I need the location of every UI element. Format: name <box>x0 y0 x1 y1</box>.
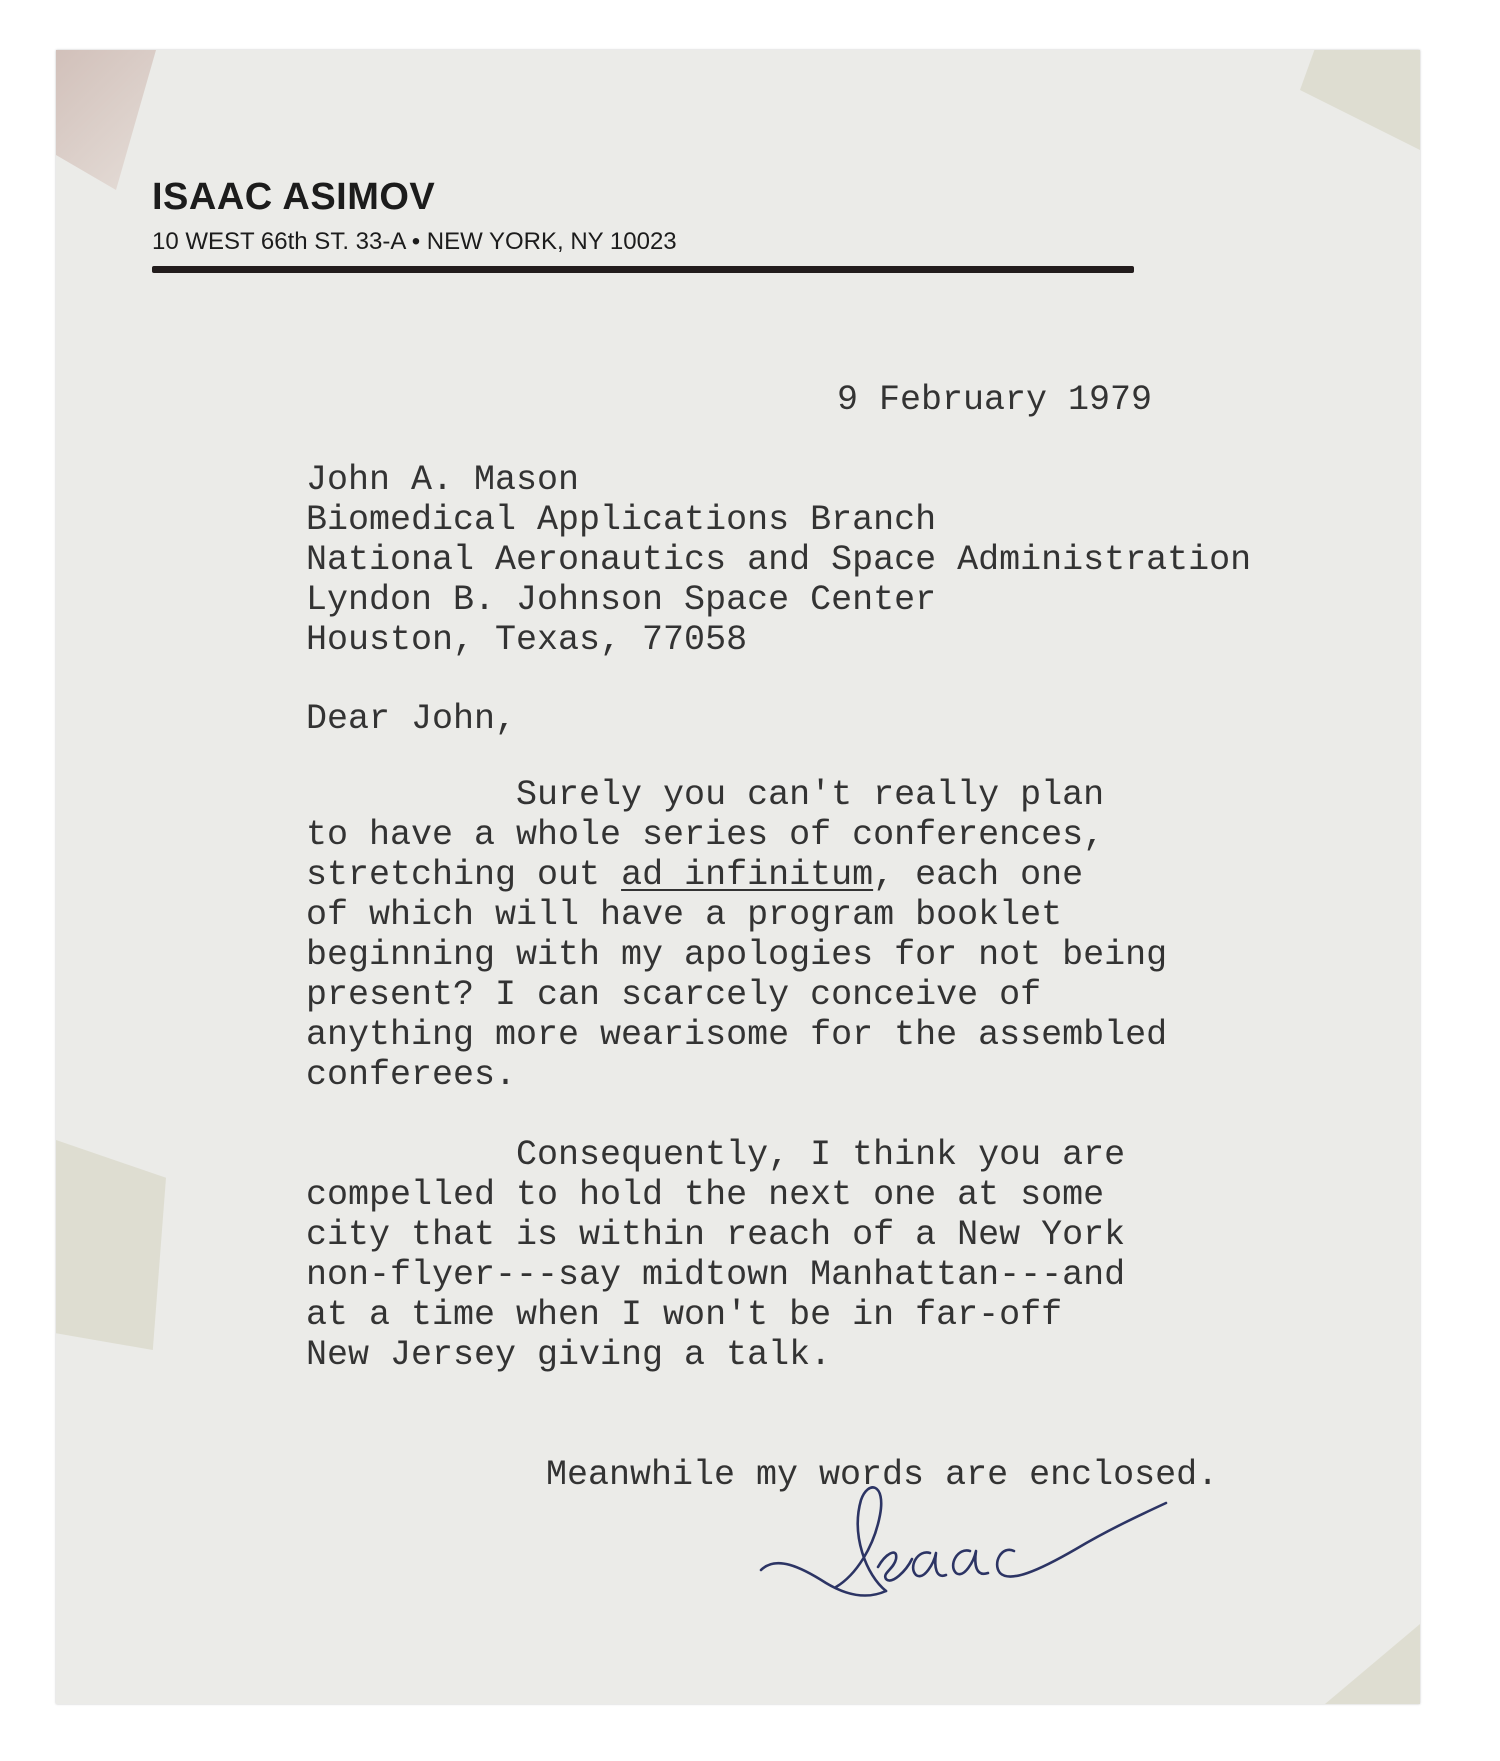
paragraph-text: , each one <box>873 855 1084 895</box>
paragraph-line: conferees. <box>306 1055 517 1095</box>
paragraph-line <box>306 855 1167 895</box>
paragraph-line: Consequently, I think you are <box>306 1135 1126 1175</box>
paragraph-line: New Jersey giving a talk. <box>306 1335 832 1375</box>
underlined-phrase: ad infinitum <box>621 855 874 895</box>
paragraph-line: Surely you can't really plan <box>306 775 1105 815</box>
closing-line: Meanwhile my words are enclosed. <box>546 1455 1219 1495</box>
body-paragraph-1 <box>306 775 1167 1095</box>
paragraph-line: at a time when I won't be in far-off <box>306 1295 1063 1335</box>
tape-corner-top-left <box>56 50 156 190</box>
paragraph-line: compelled to hold the next one at some <box>306 1175 1105 1215</box>
recipient-center: Lyndon B. Johnson Space Center <box>306 580 937 620</box>
paragraph-line: city that is within reach of a New York <box>306 1215 1126 1255</box>
paragraph-text: stretching out <box>306 855 622 895</box>
recipient-branch: Biomedical Applications Branch <box>306 500 937 540</box>
letterhead-rule <box>152 266 1134 273</box>
paragraph-line: beginning with my apologies for not being <box>306 935 1168 975</box>
letterhead-address: 10 WEST 66th ST. 33-A • NEW YORK, NY 10023 <box>152 228 677 255</box>
salutation: Dear John, <box>306 699 517 739</box>
recipient-organization: National Aeronautics and Space Administration <box>306 540 1252 580</box>
recipient-city: Houston, Texas, 77058 <box>306 620 748 660</box>
paragraph-line: present? I can scarcely conceive of <box>306 975 1042 1015</box>
paragraph-line: of which will have a program booklet <box>306 895 1063 935</box>
recipient-name: John A. Mason <box>306 460 580 500</box>
paragraph-line: non-flyer---say midtown Manhattan---and <box>306 1255 1126 1295</box>
tape-corner-top-right <box>1300 50 1420 150</box>
paragraph-line: anything more wearisome for the assembled <box>306 1015 1168 1055</box>
letter-date: 9 February 1979 <box>837 380 1153 420</box>
tape-corner-bottom-right <box>1325 1624 1420 1704</box>
tape-left-edge <box>56 1140 166 1350</box>
paragraph-line: to have a whole series of conferences, <box>306 815 1105 855</box>
handwritten-signature <box>756 1475 1176 1625</box>
letterhead-name: ISAAC ASIMOV <box>152 176 436 218</box>
recipient-address-block <box>306 460 1251 660</box>
body-paragraph-2 <box>306 1135 1125 1375</box>
letter-sheet <box>56 50 1420 1704</box>
